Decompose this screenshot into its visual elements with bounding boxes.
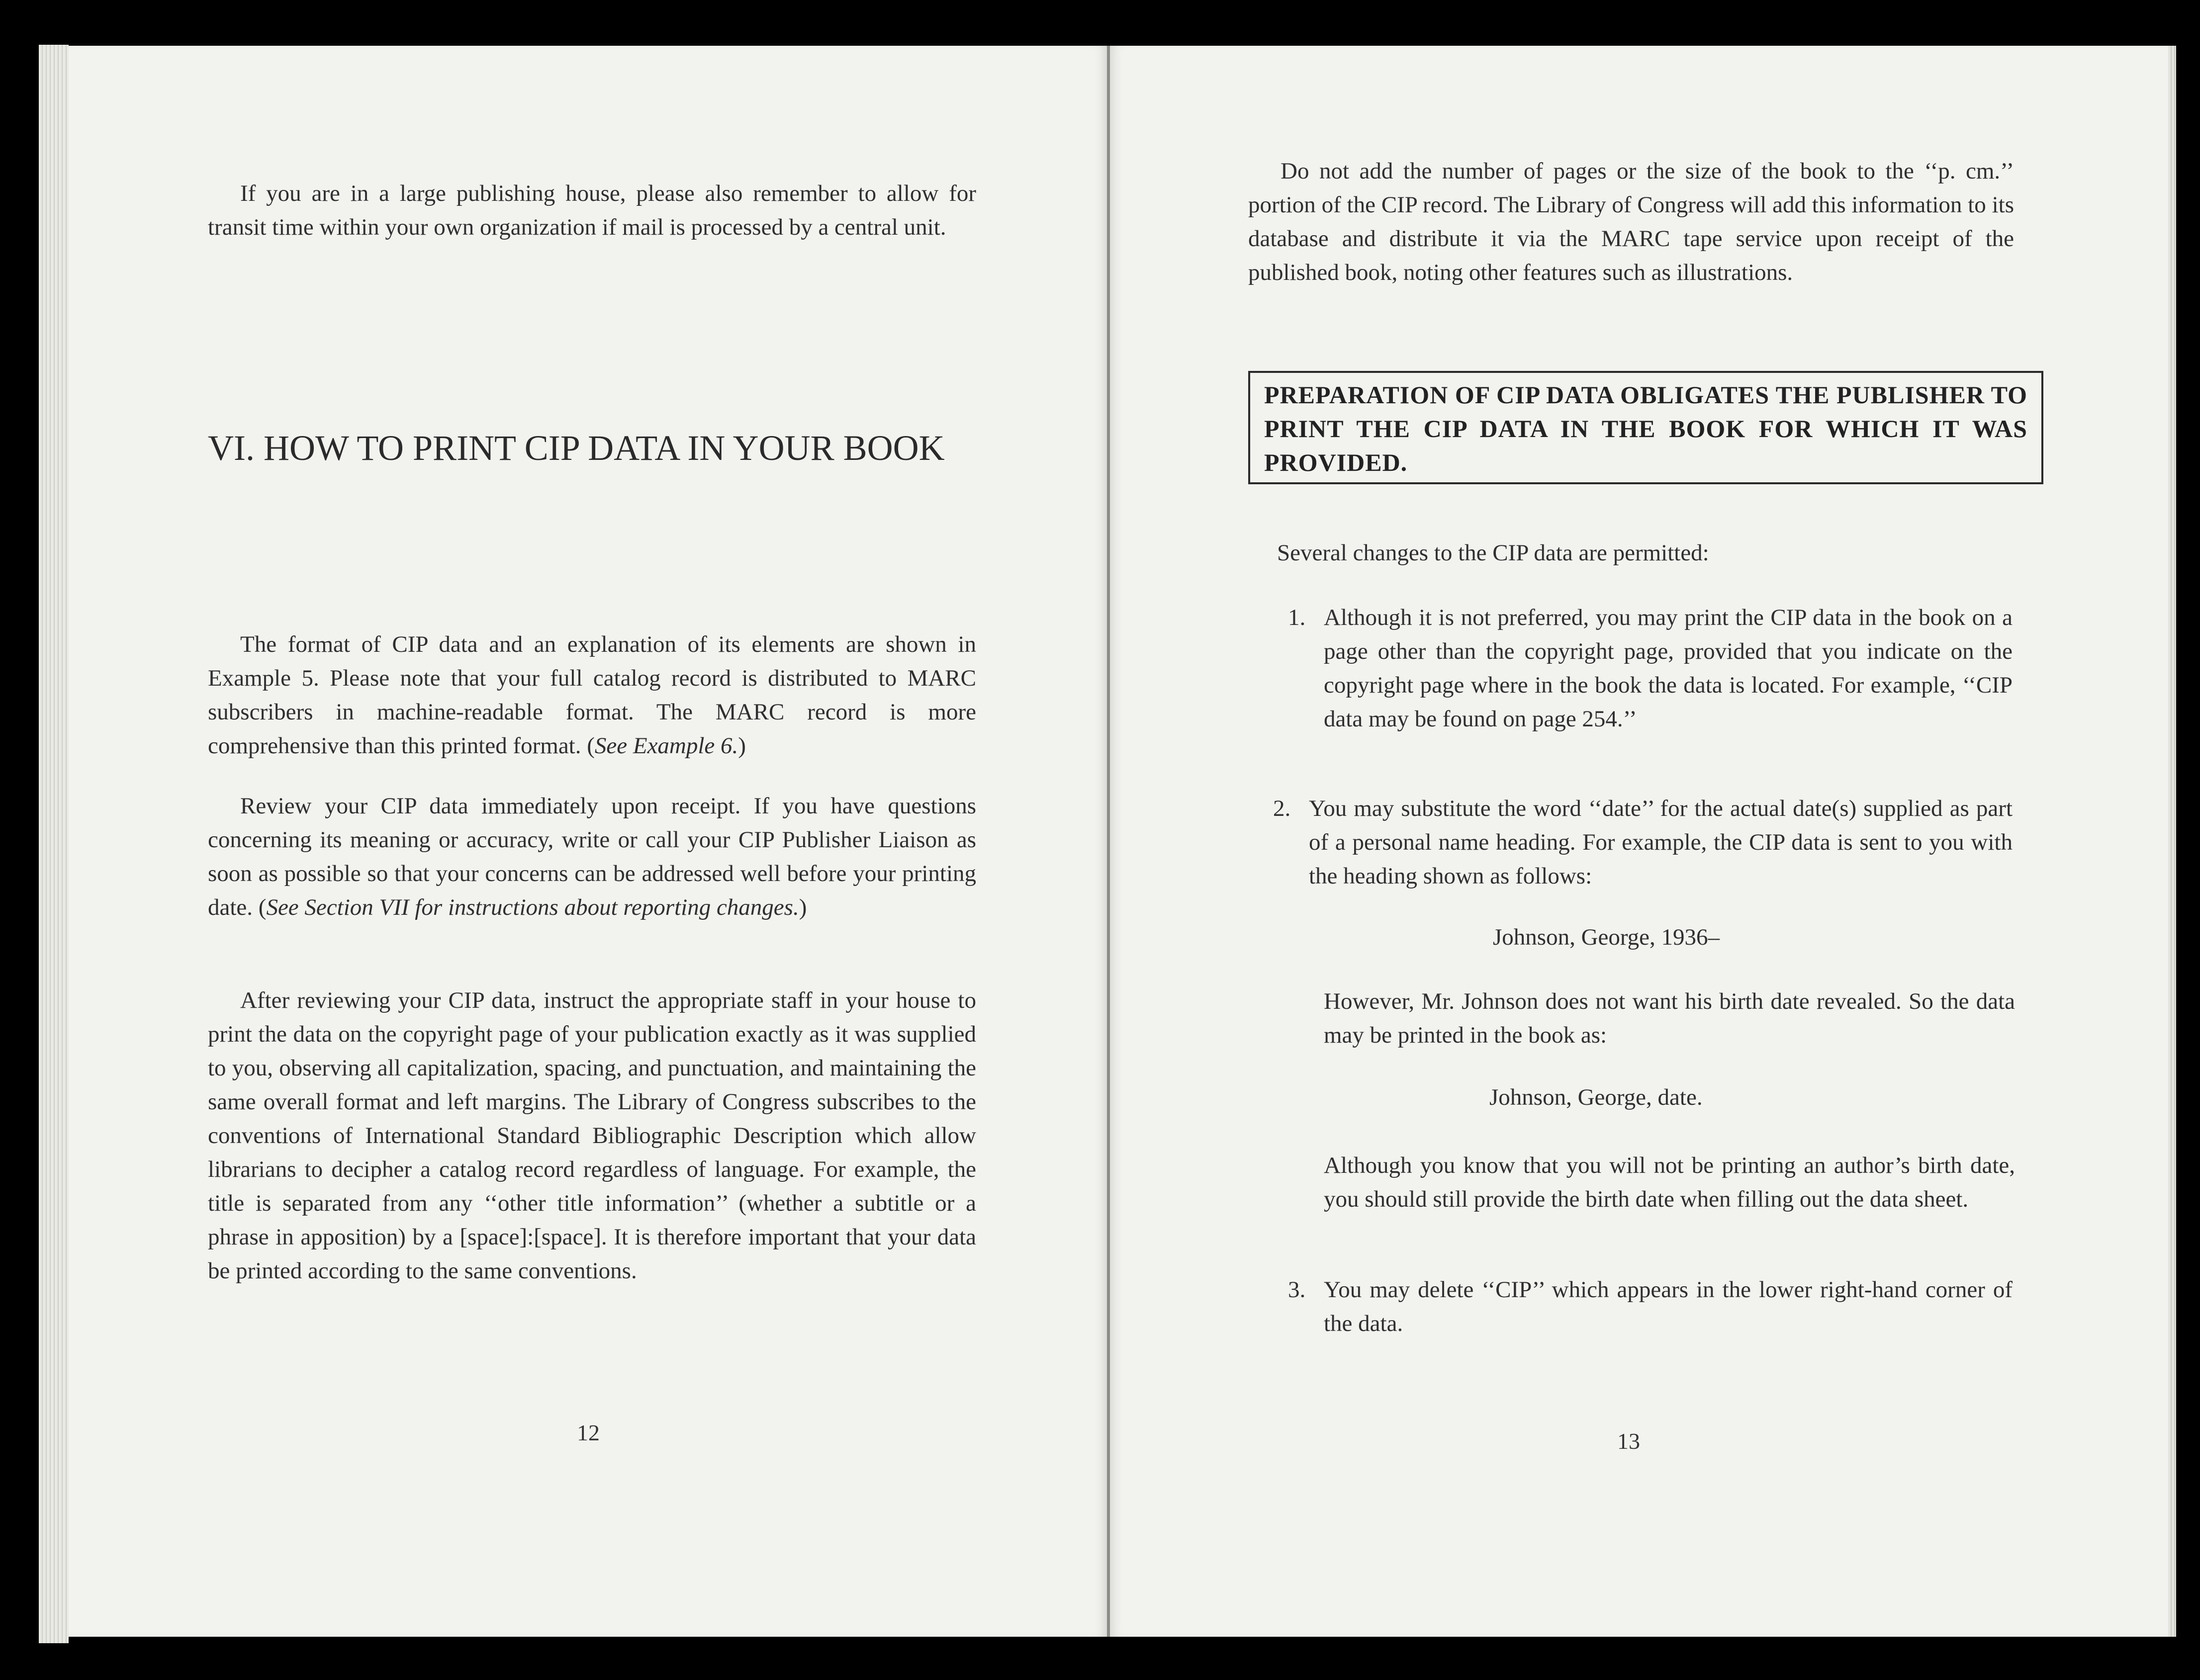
- obligation-callout-box: PREPARATION OF CIP DATA OBLIGATES THE PUBLISHER TO PRINT THE CIP DATA IN THE BOOK FOR WHICH IT WAS PROVIDED.: [1248, 371, 2043, 484]
- item-2-followup: [1324, 984, 2015, 1052]
- example-heading-with-date: Johnson, George, 1936–: [1493, 924, 1720, 950]
- list-item-number: 1.: [1288, 605, 1306, 630]
- left-page-number: 12: [577, 1420, 600, 1445]
- right-page-edge: [2168, 46, 2176, 1637]
- item-2-note: [1324, 1149, 2015, 1216]
- section-heading: VI. HOW TO PRINT CIP DATA IN YOUR BOOK: [208, 428, 945, 468]
- format-paragraph-text: [208, 627, 976, 763]
- left-intro-paragraph: [208, 177, 976, 244]
- after-review-paragraph: [208, 983, 976, 1288]
- changes-intro: Several changes to the CIP data are permitted:: [1277, 540, 1709, 566]
- format-paragraph: [208, 627, 976, 763]
- review-paragraph-text: [208, 789, 976, 924]
- list-item-text: Although it is not preferred, you may print the CIP data in the book on a page other than the copyright page, provided that you indicate on the copyright page where in the book the data is located. For example, ‘‘CIP data may be found on page 254.’’: [1324, 605, 2013, 732]
- format-example-ref: See Example 6.: [594, 733, 738, 759]
- page-stack-edge: [39, 45, 69, 1643]
- list-item-text: You may substitute the word ‘‘date’’ for the actual date(s) supplied as part of a personal name heading. For example, the CIP data is sent to you with the heading shown as follows:: [1309, 796, 2013, 889]
- list-item: [1288, 601, 2014, 770]
- list-item-number: 3.: [1288, 1277, 1306, 1303]
- item-2-note-text: Although you know that you will not be printing an author’s birth date, you should still provide the birth date when filling out the data sheet.: [1324, 1152, 2015, 1212]
- review-paragraph: [208, 789, 976, 924]
- list-item: [1273, 792, 2014, 891]
- list-item: [1288, 1273, 2014, 1347]
- left-intro-text: If you are in a large publishing house, please also remember to allow for transit time within your own organization if mail is processed by a central unit.: [208, 180, 976, 240]
- list-item-number: 2.: [1273, 796, 1291, 821]
- example-heading-no-date: Johnson, George, date.: [1489, 1084, 1703, 1110]
- list-item-text: You may delete ‘‘CIP’’ which appears in the lower right-hand corner of the data.: [1324, 1277, 2013, 1336]
- item-2-followup-text: However, Mr. Johnson does not want his birth date revealed. So the data may be printed in the book as:: [1324, 988, 2015, 1048]
- right-intro-paragraph: [1248, 154, 2014, 289]
- format-text: The format of CIP data and an explanation of its elements are shown in Example 5. Please note that your full catalog record is distributed to MARC subscribers in machine-readable format. The MARC record is more comprehensive than this printed format. (: [208, 631, 976, 759]
- after-review-text: After reviewing your CIP data, instruct the appropriate staff in your house to print the data on the copyright page of your publication exactly as it was supplied to you, observing all capitalization, spacing, and punctuation, and maintaining the same overall format and left margins. The Library of Congress subscribes to the conventions of International Standard Bibliographic Description which allow librarians to decipher a catalog record regardless of language. For example, the title is separated from any ‘‘other title information’’ (whether a subtitle or a phrase in apposition) by a [space]:[space]. It is therefore important that your data be printed according to the same conventions.: [208, 987, 976, 1284]
- format-close-paren: ): [738, 733, 746, 759]
- review-text: Review your CIP data immediately upon receipt. If you have questions concerning its meaning or accuracy, write or call your CIP Publisher Liaison as soon as possible so that your concerns can be addressed well before your printing date. (: [208, 793, 976, 920]
- right-intro-text: Do not add the number of pages or the size of the book to the ‘‘p. cm.’’ portion of the CIP record. The Library of Congress will add this information to its database and distribute it via the MARC tape service upon receipt of the published book, noting other features such as illustrations.: [1248, 158, 2014, 285]
- right-page-number: 13: [1617, 1428, 1640, 1454]
- review-close-paren: ): [799, 894, 807, 920]
- review-section-ref: See Section VII for instructions about reporting changes.: [266, 894, 799, 920]
